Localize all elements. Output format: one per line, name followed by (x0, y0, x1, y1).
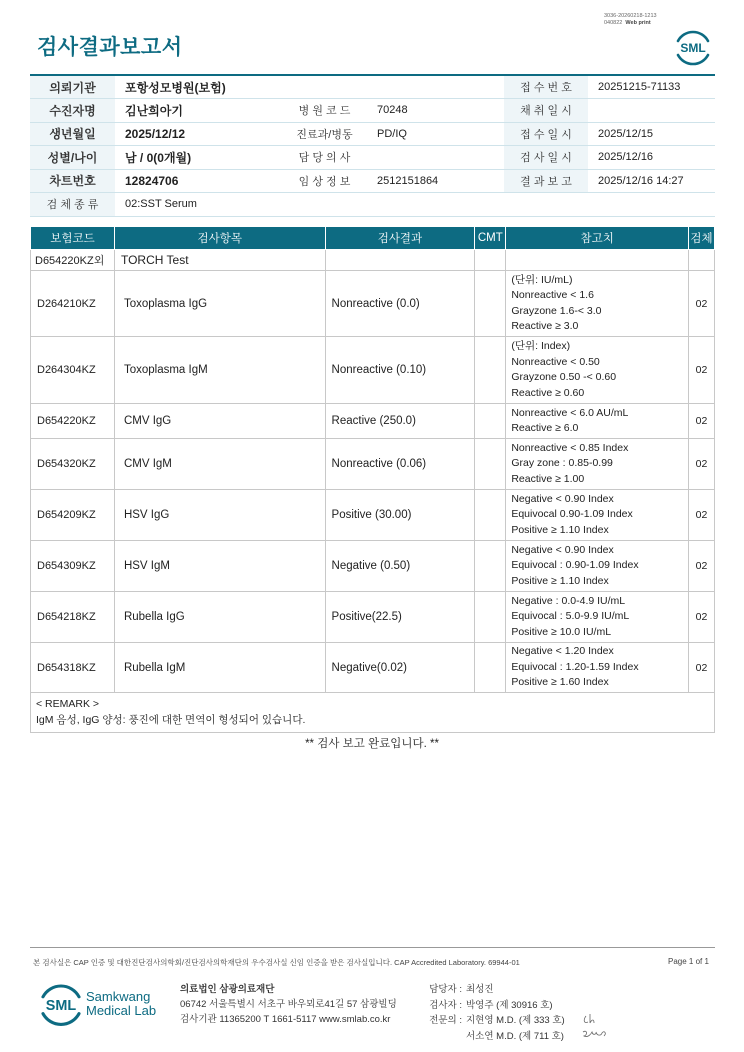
row-result: Positive (30.00) (325, 490, 475, 541)
row-result: Negative(0.02) (325, 643, 475, 693)
completion-message: ** 검사 보고 완료입니다. ** (305, 738, 439, 750)
results-header-row (31, 227, 715, 250)
header-test-item: 검사항목 (114, 227, 325, 250)
ref-line: Grayzone 1.6-< 3.0 (511, 304, 602, 317)
remark-row (31, 693, 715, 733)
row-cmt (475, 592, 506, 643)
row-item: CMV IgG (114, 404, 325, 439)
logo-text: SML (45, 998, 77, 1014)
table-row (31, 439, 715, 490)
ref-line: (단위: IU/mL) (511, 273, 573, 286)
row-specimen: 02 (688, 541, 714, 592)
print-code-line1: 3036-20260218-1213 (604, 13, 657, 19)
row-code: D654320KZ (31, 439, 115, 490)
staff-name: 서소연 M.D. (제 711 호) (466, 1030, 564, 1042)
footer-divider (30, 947, 715, 948)
request-org-label: 의뢰기관 (30, 75, 115, 99)
ref-line: Nonreactive < 0.85 Index (511, 441, 629, 454)
page-number: Page 1 of 1 (668, 957, 709, 966)
staff-row (428, 1013, 565, 1029)
ref-line: Equivocal : 1.20-1.59 Index (511, 660, 639, 673)
staff-name: 박영주 (제 30916 호) (466, 999, 553, 1011)
accession-no-label: 접 수 번 호 (504, 75, 588, 99)
header-specimen: 검체 (688, 227, 714, 250)
row-item: Toxoplasma IgG (114, 271, 325, 337)
table-row (31, 592, 715, 643)
info-row (30, 122, 715, 146)
info-row (30, 75, 715, 99)
sex-age-label: 성별/나이 (30, 146, 115, 170)
ref-line: Negative < 1.20 Index (511, 645, 614, 658)
ref-line: Positive ≥ 1.60 Index (511, 676, 609, 689)
results-table (30, 226, 715, 733)
group-item: TORCH Test (114, 250, 325, 271)
ref-line: Equivocal 0.90-1.09 Index (511, 508, 633, 521)
row-code: D654220KZ (31, 404, 115, 439)
info-row (30, 169, 715, 193)
foundation-name: 의료법인 삼광의료재단 (180, 984, 275, 995)
ref-line: Grayzone 0.50 -< 0.60 (511, 371, 617, 383)
group-code: D654220KZ외 (31, 250, 115, 271)
dept-value: PD/IQ (367, 122, 504, 146)
row-cmt (475, 337, 506, 404)
logo-text: SML (680, 41, 706, 55)
table-row (31, 541, 715, 592)
header-insurance-code: 보험코드 (31, 227, 115, 250)
staff-list (428, 982, 565, 1044)
patient-name-value: 김난희아기 (115, 99, 282, 123)
staff-role: 전문의 : (429, 1015, 462, 1026)
row-code: D654309KZ (31, 541, 115, 592)
ref-line: Reactive ≥ 6.0 (511, 422, 579, 434)
row-reference (506, 541, 689, 592)
chart-no-label: 차트번호 (30, 169, 115, 193)
row-cmt (475, 404, 506, 439)
ref-line: Reactive ≥ 3.0 (511, 320, 579, 332)
remark-cell (31, 693, 715, 733)
ref-line: Negative < 0.90 Index (511, 543, 614, 556)
reported-value: 2025/12/16 14:27 (588, 169, 715, 193)
ref-line: Equivocal : 0.90-1.09 Index (511, 559, 639, 572)
row-result: Nonreactive (0.06) (325, 439, 475, 490)
row-specimen: 02 (688, 439, 714, 490)
specimen-label: 검 체 종 류 (30, 193, 115, 217)
signature-icon (580, 1008, 610, 1042)
foundation-address: 06742 서울특별시 서초구 바우뫼로41길 57 삼광빌딩 (180, 999, 397, 1010)
row-result: Negative (0.50) (325, 541, 475, 592)
clinical-info-label: 임 상 정 보 (282, 169, 367, 193)
staff-role: 검사자 : (429, 999, 462, 1011)
sml-logo-icon (37, 980, 85, 1028)
table-row (31, 643, 715, 693)
row-specimen: 02 (688, 337, 714, 404)
doctor-value (367, 146, 504, 170)
info-row (30, 99, 715, 123)
row-reference (506, 490, 689, 541)
row-code: D654218KZ (31, 592, 115, 643)
info-row (30, 193, 715, 217)
ref-line: (단위: Index) (511, 340, 571, 352)
remark-text: IgM 음성, IgG 양성: 풍진에 대한 면역이 형성되어 있습니다. (36, 714, 306, 726)
info-row (30, 146, 715, 170)
staff-name: 최성진 (466, 984, 494, 995)
remark-title: < REMARK > (36, 698, 100, 710)
chart-no-value: 12824706 (115, 169, 282, 193)
row-item: Rubella IgG (114, 592, 325, 643)
dept-label: 진료과/병동 (282, 122, 367, 146)
ref-line: Positive ≥ 1.10 Index (511, 574, 609, 587)
print-code (604, 13, 657, 27)
clinical-info-value: 2512151864 (367, 169, 504, 193)
row-specimen: 02 (688, 404, 714, 439)
row-reference (506, 271, 689, 337)
collection-date-value (588, 99, 715, 123)
header-result: 검사결과 (325, 227, 475, 250)
web-print-label: Web print (625, 20, 651, 26)
page-title: 검사결과보고서 (37, 36, 183, 59)
staff-name: 지현영 M.D. (제 333 호) (466, 1015, 565, 1026)
ref-line: Reactive ≥ 1.00 (511, 472, 585, 485)
ref-line: Nonreactive < 1.6 (511, 289, 594, 301)
staff-role (428, 1029, 466, 1045)
row-item: HSV IgM (114, 541, 325, 592)
row-code: D264210KZ (31, 271, 115, 337)
row-result: Positive(22.5) (325, 592, 475, 643)
row-specimen: 02 (688, 592, 714, 643)
table-row (31, 271, 715, 337)
row-reference (506, 643, 689, 693)
row-specimen: 02 (688, 271, 714, 337)
brand-line1: Samkwang (86, 989, 151, 1004)
tested-label: 검 사 일 시 (504, 146, 588, 170)
staff-row (428, 998, 565, 1014)
table-row (31, 490, 715, 541)
staff-row (428, 982, 565, 998)
table-row (31, 404, 715, 439)
row-reference (506, 439, 689, 490)
row-result: Nonreactive (0.0) (325, 271, 475, 337)
received-value: 2025/12/15 (588, 122, 715, 146)
row-cmt (475, 439, 506, 490)
header-cmt: CMT (475, 227, 506, 250)
patient-name-label: 수진자명 (30, 99, 115, 123)
sml-logo-icon (673, 27, 713, 67)
row-code: D654209KZ (31, 490, 115, 541)
row-cmt (475, 271, 506, 337)
doctor-label: 담 당 의 사 (282, 146, 367, 170)
brand-name (86, 990, 156, 1018)
birth-label: 생년월일 (30, 122, 115, 146)
row-item: CMV IgM (114, 439, 325, 490)
ref-line: Gray zone : 0.85-0.99 (511, 457, 613, 470)
row-result: Reactive (250.0) (325, 404, 475, 439)
staff-role: 담당자 : (429, 984, 462, 995)
print-code-line2: 040822 (604, 20, 623, 26)
row-item: HSV IgG (114, 490, 325, 541)
patient-info-table (30, 74, 715, 217)
table-row (31, 337, 715, 404)
ref-line: Positive ≥ 1.10 Index (511, 523, 609, 536)
row-cmt (475, 541, 506, 592)
tested-value: 2025/12/16 (588, 146, 715, 170)
header-reference: 참고치 (506, 227, 689, 250)
ref-line: Nonreactive < 6.0 AU/mL (511, 406, 629, 419)
group-row (31, 250, 715, 271)
row-reference (506, 337, 689, 404)
row-code: D264304KZ (31, 337, 115, 404)
row-cmt (475, 490, 506, 541)
row-code: D654318KZ (31, 643, 115, 693)
row-item: Rubella IgM (114, 643, 325, 693)
ref-line: Negative : 0.0-4.9 IU/mL (511, 594, 626, 607)
hospital-code-label: 병 원 코 드 (282, 99, 367, 123)
received-label: 접 수 일 시 (504, 122, 588, 146)
ref-line: Negative < 0.90 Index (511, 492, 614, 505)
sex-age-value: 남 / 0(0개월) (115, 146, 282, 170)
ref-line: Reactive ≥ 0.60 (511, 386, 585, 399)
staff-row (428, 1029, 565, 1045)
hospital-code-value: 70248 (367, 99, 504, 123)
accession-no-value: 20251215-71133 (588, 75, 715, 99)
request-org-value: 포항성모병원(보험) (115, 75, 504, 99)
row-reference (506, 592, 689, 643)
reported-label: 결 과 보 고 (504, 169, 588, 193)
collection-date-label: 채 취 일 시 (504, 99, 588, 123)
ref-line: Nonreactive < 0.50 (511, 355, 600, 368)
row-specimen: 02 (688, 490, 714, 541)
row-result: Nonreactive (0.10) (325, 337, 475, 404)
specimen-value: 02:SST Serum (115, 193, 715, 217)
row-cmt (475, 643, 506, 693)
row-reference (506, 404, 689, 439)
foundation-info (180, 982, 397, 1027)
brand-line2: Medical Lab (86, 1003, 157, 1018)
foundation-contact: 검사기관 11365200 T 1661-5117 www.smlab.co.kr (180, 1014, 391, 1025)
ref-line: Equivocal : 5.0-9.9 IU/mL (511, 610, 630, 623)
certification-text: 본 검사실은 CAP 인증 및 대한진단검사의학회/진단검사의학재단의 우수검사실 신임 인증을 받은 검사실입니다. CAP Accredited Laboratory. 69944-01 (33, 958, 520, 967)
ref-line: Positive ≥ 10.0 IU/mL (511, 625, 612, 638)
row-item: Toxoplasma IgM (114, 337, 325, 404)
birth-value: 2025/12/12 (115, 122, 282, 146)
row-specimen: 02 (688, 643, 714, 693)
